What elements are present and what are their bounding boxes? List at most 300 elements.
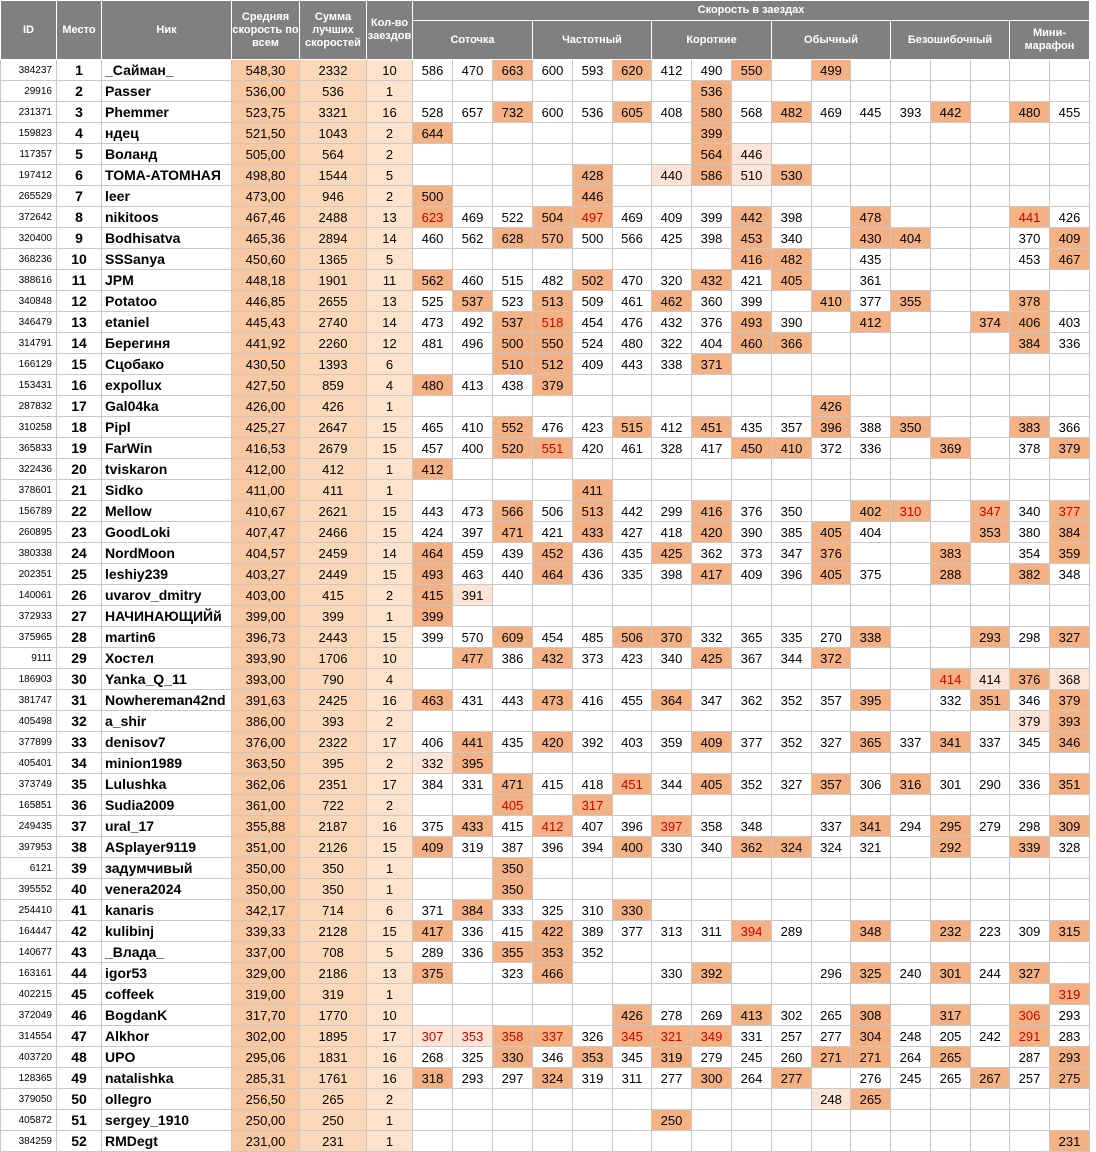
speed-cell xyxy=(493,165,533,186)
cell-best-sum: 415 xyxy=(300,585,367,606)
speed-cell: 425 xyxy=(652,543,692,564)
header-best-sum[interactable]: Сумма лучших скоростей xyxy=(300,1,367,60)
table-row[interactable] xyxy=(1,900,1090,921)
cell-best-sum: 708 xyxy=(300,942,367,963)
cell-avg-speed: 467,46 xyxy=(232,207,300,228)
cell-race-count: 16 xyxy=(367,1047,413,1068)
speed-cell xyxy=(692,858,732,879)
speed-cell xyxy=(692,186,732,207)
cell-nick: Pipl xyxy=(102,417,232,438)
speed-cell xyxy=(971,837,1010,858)
speed-cell xyxy=(851,711,891,732)
speed-cell: 480 xyxy=(613,333,652,354)
speed-cell xyxy=(1050,1110,1090,1131)
speed-cell xyxy=(891,690,931,711)
speed-cell xyxy=(692,879,732,900)
speed-cell xyxy=(692,753,732,774)
speed-cell: 436 xyxy=(573,564,613,585)
header-group-bezoshibochny[interactable]: Безошибочный xyxy=(891,21,1010,60)
speed-cell: 417 xyxy=(692,438,732,459)
table-row[interactable] xyxy=(1,249,1090,270)
table-row[interactable] xyxy=(1,207,1090,228)
speed-cell: 325 xyxy=(453,1047,493,1068)
speed-cell xyxy=(652,375,692,396)
speed-cell: 317 xyxy=(931,1005,971,1026)
speed-cell xyxy=(692,669,732,690)
cell-avg-speed: 363,50 xyxy=(232,753,300,774)
speed-cell xyxy=(812,81,851,102)
table-row[interactable] xyxy=(1,522,1090,543)
speed-cell xyxy=(1050,900,1090,921)
speed-cell: 663 xyxy=(493,60,533,81)
speed-cell: 351 xyxy=(1050,774,1090,795)
speed-cell: 440 xyxy=(652,165,692,186)
speed-cell xyxy=(1050,606,1090,627)
speed-cell xyxy=(453,795,493,816)
speed-cell xyxy=(613,1089,652,1110)
speed-cell: 409 xyxy=(692,732,732,753)
cell-best-sum: 395 xyxy=(300,753,367,774)
speed-cell xyxy=(493,1005,533,1026)
speed-cell: 400 xyxy=(613,837,652,858)
speed-cell xyxy=(812,333,851,354)
table-row[interactable] xyxy=(1,1068,1090,1089)
cell-nick: Берегиня xyxy=(102,333,232,354)
speed-cell: 338 xyxy=(652,354,692,375)
cell-avg-speed: 465,36 xyxy=(232,228,300,249)
speed-cell xyxy=(772,585,812,606)
header-nick[interactable]: Ник xyxy=(102,1,232,60)
speed-cell: 452 xyxy=(533,543,573,564)
speed-cell xyxy=(453,984,493,1005)
cell-place: 33 xyxy=(57,732,102,753)
speed-cell: 385 xyxy=(772,522,812,543)
speed-cell xyxy=(931,375,971,396)
speed-cell xyxy=(931,1131,971,1152)
table-row[interactable] xyxy=(1,228,1090,249)
cell-place: 18 xyxy=(57,417,102,438)
speed-cell: 476 xyxy=(533,417,573,438)
speed-cell xyxy=(652,144,692,165)
speed-cell: 478 xyxy=(851,207,891,228)
speed-cell xyxy=(931,291,971,312)
header-group-korotkie[interactable]: Короткие xyxy=(652,21,772,60)
table-row[interactable] xyxy=(1,963,1090,984)
speed-cell: 277 xyxy=(812,1026,851,1047)
speed-cell xyxy=(453,1131,493,1152)
speed-cell xyxy=(692,459,732,480)
header-group-mini-marathon[interactable]: Мини-марафон xyxy=(1010,21,1090,60)
table-row[interactable] xyxy=(1,312,1090,333)
speed-cell: 399 xyxy=(692,123,732,144)
speed-cell: 518 xyxy=(533,312,573,333)
table-row[interactable] xyxy=(1,1089,1090,1110)
speed-cell: 586 xyxy=(413,60,453,81)
speed-cell: 482 xyxy=(772,249,812,270)
speed-cell xyxy=(772,396,812,417)
cell-place: 19 xyxy=(57,438,102,459)
table-row[interactable] xyxy=(1,606,1090,627)
cell-place: 16 xyxy=(57,375,102,396)
speed-cell xyxy=(971,459,1010,480)
speed-cell xyxy=(812,123,851,144)
speed-cell: 422 xyxy=(533,921,573,942)
speed-cell: 461 xyxy=(613,438,652,459)
speed-cell: 384 xyxy=(453,900,493,921)
speed-cell xyxy=(732,900,772,921)
speed-cell xyxy=(891,123,931,144)
speed-cell: 375 xyxy=(413,816,453,837)
cell-nick: kulibinj xyxy=(102,921,232,942)
speed-cell: 413 xyxy=(453,375,493,396)
speed-cell: 605 xyxy=(613,102,652,123)
cell-place: 43 xyxy=(57,942,102,963)
table-row[interactable] xyxy=(1,123,1090,144)
speed-cell xyxy=(613,396,652,417)
cell-best-sum: 411 xyxy=(300,480,367,501)
cell-nick: FarWin xyxy=(102,438,232,459)
table-row[interactable] xyxy=(1,186,1090,207)
speed-cell xyxy=(812,375,851,396)
cell-race-count: 16 xyxy=(367,102,413,123)
cell-nick: ндец xyxy=(102,123,232,144)
speed-cell xyxy=(453,123,493,144)
table-row[interactable] xyxy=(1,837,1090,858)
table-row[interactable] xyxy=(1,354,1090,375)
speed-cell xyxy=(732,963,772,984)
cell-place: 13 xyxy=(57,312,102,333)
speed-cell xyxy=(1010,165,1050,186)
speed-cell xyxy=(613,585,652,606)
speed-cell: 351 xyxy=(971,690,1010,711)
table-row[interactable] xyxy=(1,417,1090,438)
table-row[interactable] xyxy=(1,438,1090,459)
header-group-sotochka[interactable]: Соточка xyxy=(413,21,533,60)
table-row[interactable] xyxy=(1,627,1090,648)
speed-cell xyxy=(812,480,851,501)
speed-cell xyxy=(493,123,533,144)
table-row[interactable] xyxy=(1,333,1090,354)
speed-cell xyxy=(971,648,1010,669)
table-row[interactable] xyxy=(1,648,1090,669)
table-row[interactable] xyxy=(1,816,1090,837)
table-row[interactable] xyxy=(1,1110,1090,1131)
speed-cell xyxy=(453,480,493,501)
speed-cell xyxy=(971,228,1010,249)
speed-cell xyxy=(573,585,613,606)
speed-cell xyxy=(573,144,613,165)
cell-nick: Phemmer xyxy=(102,102,232,123)
cell-best-sum: 2443 xyxy=(300,627,367,648)
table-row[interactable] xyxy=(1,564,1090,585)
speed-cell xyxy=(971,186,1010,207)
speed-cell xyxy=(891,60,931,81)
table-row[interactable] xyxy=(1,480,1090,501)
speed-cell: 377 xyxy=(851,291,891,312)
speed-cell xyxy=(851,375,891,396)
speed-cell xyxy=(931,501,971,522)
cell-best-sum: 1365 xyxy=(300,249,367,270)
table-row[interactable] xyxy=(1,396,1090,417)
table-row[interactable] xyxy=(1,774,1090,795)
speed-cell: 443 xyxy=(613,354,652,375)
cell-avg-speed: 427,50 xyxy=(232,375,300,396)
table-row[interactable] xyxy=(1,375,1090,396)
speed-cell xyxy=(573,711,613,732)
speed-cell: 379 xyxy=(533,375,573,396)
speed-cell: 365 xyxy=(732,627,772,648)
cell-race-count: 1 xyxy=(367,858,413,879)
header-race-count[interactable]: Кол-во заездов xyxy=(367,1,413,60)
speed-cell xyxy=(851,186,891,207)
speed-cell: 404 xyxy=(891,228,931,249)
speed-cell xyxy=(971,375,1010,396)
table-row[interactable] xyxy=(1,165,1090,186)
cell-place: 26 xyxy=(57,585,102,606)
table-row[interactable] xyxy=(1,711,1090,732)
cell-id: 117357 xyxy=(1,144,57,165)
cell-id: 128365 xyxy=(1,1068,57,1089)
speed-cell xyxy=(1010,396,1050,417)
cell-id: 156789 xyxy=(1,501,57,522)
cell-place: 12 xyxy=(57,291,102,312)
table-row[interactable] xyxy=(1,81,1090,102)
speed-cell: 271 xyxy=(851,1047,891,1068)
speed-cell xyxy=(1050,753,1090,774)
speed-cell: 292 xyxy=(931,837,971,858)
speed-cell: 347 xyxy=(692,690,732,711)
table-row[interactable] xyxy=(1,690,1090,711)
speed-cell: 353 xyxy=(573,1047,613,1068)
speed-cell xyxy=(493,669,533,690)
cell-place: 37 xyxy=(57,816,102,837)
cell-place: 48 xyxy=(57,1047,102,1068)
header-group-obychny[interactable]: Обычный xyxy=(772,21,891,60)
speed-cell: 435 xyxy=(493,732,533,753)
speed-cell: 330 xyxy=(613,900,652,921)
speed-cell: 301 xyxy=(931,963,971,984)
speed-cell xyxy=(891,669,931,690)
speed-cell xyxy=(573,249,613,270)
cell-avg-speed: 351,00 xyxy=(232,837,300,858)
table-row[interactable] xyxy=(1,501,1090,522)
speed-cell: 732 xyxy=(493,102,533,123)
cell-nick: denisov7 xyxy=(102,732,232,753)
speed-cell xyxy=(533,711,573,732)
table-row[interactable] xyxy=(1,459,1090,480)
speed-cell: 570 xyxy=(453,627,493,648)
table-row[interactable] xyxy=(1,753,1090,774)
table-row[interactable] xyxy=(1,1131,1090,1152)
speed-cell xyxy=(931,942,971,963)
speed-cell: 515 xyxy=(493,270,533,291)
table-row[interactable] xyxy=(1,291,1090,312)
speed-cell xyxy=(812,711,851,732)
cell-race-count: 4 xyxy=(367,375,413,396)
speed-cell: 411 xyxy=(573,480,613,501)
speed-cell: 205 xyxy=(931,1026,971,1047)
speed-cell xyxy=(453,144,493,165)
cell-place: 50 xyxy=(57,1089,102,1110)
speed-cell xyxy=(772,753,812,774)
speed-cell xyxy=(812,984,851,1005)
speed-cell xyxy=(1050,459,1090,480)
speed-cell xyxy=(851,543,891,564)
header-id[interactable]: ID xyxy=(1,1,57,60)
table-row[interactable] xyxy=(1,1005,1090,1026)
cell-place: 10 xyxy=(57,249,102,270)
cell-place: 20 xyxy=(57,459,102,480)
cell-race-count: 12 xyxy=(367,333,413,354)
speed-cell: 432 xyxy=(652,312,692,333)
cell-avg-speed: 393,00 xyxy=(232,669,300,690)
speed-cell: 323 xyxy=(493,963,533,984)
speed-cell xyxy=(891,900,931,921)
speed-cell: 499 xyxy=(812,60,851,81)
speed-cell xyxy=(652,606,692,627)
cell-best-sum: 714 xyxy=(300,900,367,921)
speed-cell xyxy=(891,396,931,417)
cell-id: 140061 xyxy=(1,585,57,606)
speed-cell: 289 xyxy=(772,921,812,942)
table-row[interactable] xyxy=(1,585,1090,606)
speed-cell: 257 xyxy=(1010,1068,1050,1089)
cell-best-sum: 2679 xyxy=(300,438,367,459)
speed-cell xyxy=(573,459,613,480)
speed-cell: 345 xyxy=(613,1047,652,1068)
table-row[interactable] xyxy=(1,921,1090,942)
speed-cell: 469 xyxy=(812,102,851,123)
speed-cell xyxy=(613,879,652,900)
cell-nick: ТОМА-АТОМНАЯ xyxy=(102,165,232,186)
speed-cell xyxy=(732,669,772,690)
table-row[interactable] xyxy=(1,1026,1090,1047)
speed-cell: 279 xyxy=(692,1047,732,1068)
speed-cell: 412 xyxy=(533,816,573,837)
speed-cell xyxy=(413,480,453,501)
table-row[interactable] xyxy=(1,102,1090,123)
speed-cell: 344 xyxy=(772,648,812,669)
speed-cell xyxy=(652,249,692,270)
cell-place: 25 xyxy=(57,564,102,585)
speed-cell xyxy=(692,1131,732,1152)
table-row[interactable] xyxy=(1,1047,1090,1068)
speed-cell xyxy=(413,648,453,669)
speed-cell: 348 xyxy=(1050,564,1090,585)
speed-cell: 279 xyxy=(971,816,1010,837)
speed-cell: 414 xyxy=(971,669,1010,690)
cell-best-sum: 1043 xyxy=(300,123,367,144)
table-row[interactable] xyxy=(1,858,1090,879)
speed-cell: 322 xyxy=(652,333,692,354)
table-row[interactable] xyxy=(1,543,1090,564)
speed-cell: 457 xyxy=(413,438,453,459)
speed-cell xyxy=(533,858,573,879)
table-row[interactable] xyxy=(1,732,1090,753)
speed-cell: 506 xyxy=(533,501,573,522)
cell-avg-speed: 319,00 xyxy=(232,984,300,1005)
speed-cell: 398 xyxy=(692,228,732,249)
speed-cell xyxy=(971,249,1010,270)
cell-nick: Сцобако xyxy=(102,354,232,375)
cell-best-sum: 2186 xyxy=(300,963,367,984)
speed-cell xyxy=(891,165,931,186)
speed-cell xyxy=(453,606,493,627)
speed-cell: 325 xyxy=(851,963,891,984)
table-row[interactable] xyxy=(1,270,1090,291)
table-row[interactable] xyxy=(1,879,1090,900)
speed-cell: 336 xyxy=(851,438,891,459)
speed-cell xyxy=(812,354,851,375)
table-row[interactable] xyxy=(1,942,1090,963)
table-row[interactable] xyxy=(1,795,1090,816)
cell-place: 17 xyxy=(57,396,102,417)
header-group-chastotny[interactable]: Частотный xyxy=(533,21,652,60)
cell-nick: venera2024 xyxy=(102,879,232,900)
speed-cell: 504 xyxy=(533,207,573,228)
speed-cell: 307 xyxy=(413,1026,453,1047)
cell-best-sum: 265 xyxy=(300,1089,367,1110)
speed-cell xyxy=(772,354,812,375)
speed-cell xyxy=(931,186,971,207)
speed-cell xyxy=(613,711,652,732)
cell-nick: tviskaron xyxy=(102,459,232,480)
speed-cell: 386 xyxy=(493,648,533,669)
speed-cell xyxy=(1050,60,1090,81)
speed-cell xyxy=(931,627,971,648)
speed-cell xyxy=(453,186,493,207)
header-avg-speed[interactable]: Средняя скорость по всем xyxy=(232,1,300,60)
speed-cell: 418 xyxy=(652,522,692,543)
cell-id: 373749 xyxy=(1,774,57,795)
cell-avg-speed: 411,00 xyxy=(232,480,300,501)
speed-cell: 404 xyxy=(851,522,891,543)
speed-cell: 345 xyxy=(613,1026,652,1047)
header-place[interactable]: Место xyxy=(57,1,102,60)
speed-cell xyxy=(851,1131,891,1152)
speed-cell xyxy=(812,270,851,291)
table-row[interactable] xyxy=(1,984,1090,1005)
speed-cell: 362 xyxy=(732,690,772,711)
speed-cell: 387 xyxy=(493,837,533,858)
table-row[interactable] xyxy=(1,144,1090,165)
speed-cell: 396 xyxy=(533,837,573,858)
cell-id: 365833 xyxy=(1,438,57,459)
table-row[interactable] xyxy=(1,669,1090,690)
speed-cell: 310 xyxy=(891,501,931,522)
speed-cell: 332 xyxy=(692,627,732,648)
table-row[interactable] xyxy=(1,60,1090,81)
cell-id: 346479 xyxy=(1,312,57,333)
cell-id: 405401 xyxy=(1,753,57,774)
speed-cell xyxy=(413,795,453,816)
speed-cell: 316 xyxy=(891,774,931,795)
speed-cell: 331 xyxy=(732,1026,772,1047)
speed-cell: 378 xyxy=(1010,438,1050,459)
cell-nick: martin6 xyxy=(102,627,232,648)
speed-cell: 490 xyxy=(692,60,732,81)
speed-cell xyxy=(891,921,931,942)
speed-cell: 496 xyxy=(453,333,493,354)
speed-cell xyxy=(692,1110,732,1131)
cell-place: 46 xyxy=(57,1005,102,1026)
cell-place: 31 xyxy=(57,690,102,711)
cell-best-sum: 2647 xyxy=(300,417,367,438)
speed-cell: 240 xyxy=(891,963,931,984)
speed-cell: 471 xyxy=(493,522,533,543)
speed-cell: 500 xyxy=(413,186,453,207)
cell-avg-speed: 403,27 xyxy=(232,564,300,585)
